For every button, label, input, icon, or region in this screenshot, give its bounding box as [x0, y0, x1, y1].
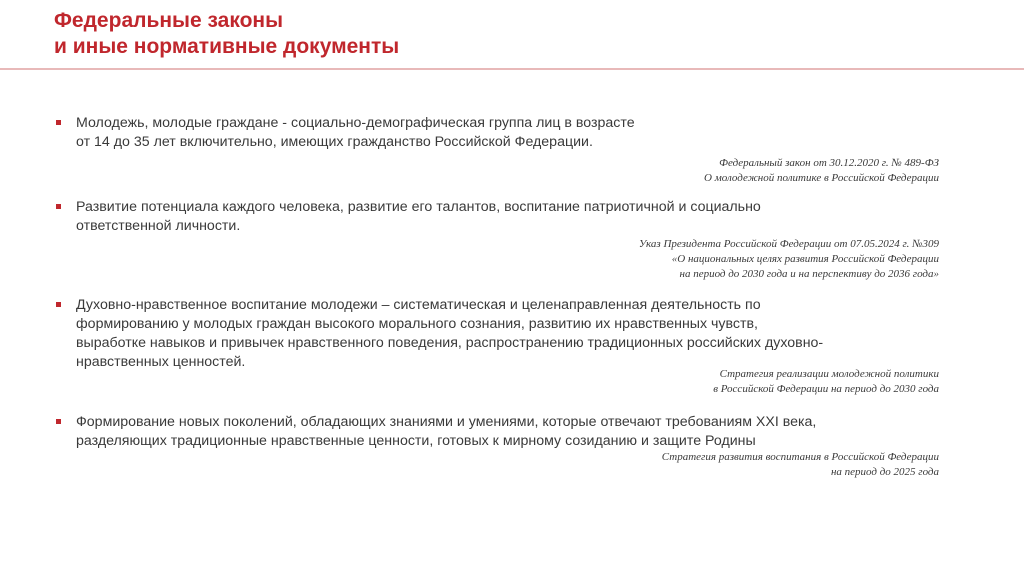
- item-text-line: Развитие потенциала каждого человека, развитие его талантов, воспитание патриотичной и социально: [76, 199, 761, 215]
- item-source-line: Стратегия развития воспитания в Российской Федерации: [661, 451, 939, 463]
- item-source-line: О молодежной политике в Российской Федерации: [704, 172, 939, 184]
- item-source-line: Стратегия реализации молодежной политики: [719, 368, 939, 380]
- item-source: [713, 367, 939, 397]
- item-text-line: нравственных ценностей.: [76, 354, 246, 370]
- item-source-line: на период до 2030 года и на перспективу до 2036 года»: [679, 268, 939, 280]
- item-source-line: на период до 2025 года: [830, 466, 939, 478]
- item-text: [76, 413, 956, 451]
- item-text-line: ответственной личности.: [76, 218, 241, 234]
- item-text-line: разделяющих традиционные нравственные ценности, готовых к мирному созиданию и защите Родины: [76, 433, 756, 449]
- title-line-1: Федеральные законы: [54, 9, 284, 32]
- item-source-line: в Российской Федерации на период до 2030 года: [713, 383, 939, 395]
- item-text-line: Молодежь, молодые граждане - социально-демографическая группа лиц в возрасте: [76, 115, 635, 131]
- item-text-line: формированию у молодых граждан высокого морального сознания, развитию их нравственных чувств,: [76, 316, 758, 332]
- item-source: [704, 156, 939, 186]
- item-text: [76, 114, 956, 152]
- item-source: [639, 237, 939, 282]
- item-source-line: Указ Президента Российской Федерации от 07.05.2024 г. №309: [638, 238, 939, 250]
- item-text: [76, 198, 956, 236]
- item-source-line: «О национальных целях развития Российской Федерации: [671, 253, 939, 265]
- item-text: [76, 296, 956, 372]
- item-source-line: Федеральный закон от 30.12.2020 г. № 489-ФЗ: [719, 157, 939, 169]
- bullet-icon: [56, 204, 61, 209]
- bullet-icon: [56, 419, 61, 424]
- bullet-icon: [56, 302, 61, 307]
- item-text-line: выработке навыков и привычек нравственного поведения, распространению традиционных российских духовно-: [76, 335, 824, 351]
- bullet-icon: [56, 120, 61, 125]
- title-line-2: и иные нормативные документы: [54, 35, 400, 58]
- item-source: [662, 450, 939, 480]
- item-text-line: от 14 до 35 лет включительно, имеющих гражданство Российской Федерации.: [76, 134, 593, 150]
- item-text-line: Духовно-нравственное воспитание молодежи – систематическая и целенаправленная деятельность по: [76, 297, 761, 313]
- item-text-line: Формирование новых поколений, обладающих знаниями и умениями, которые отвечают требованиям XXI века,: [76, 414, 817, 430]
